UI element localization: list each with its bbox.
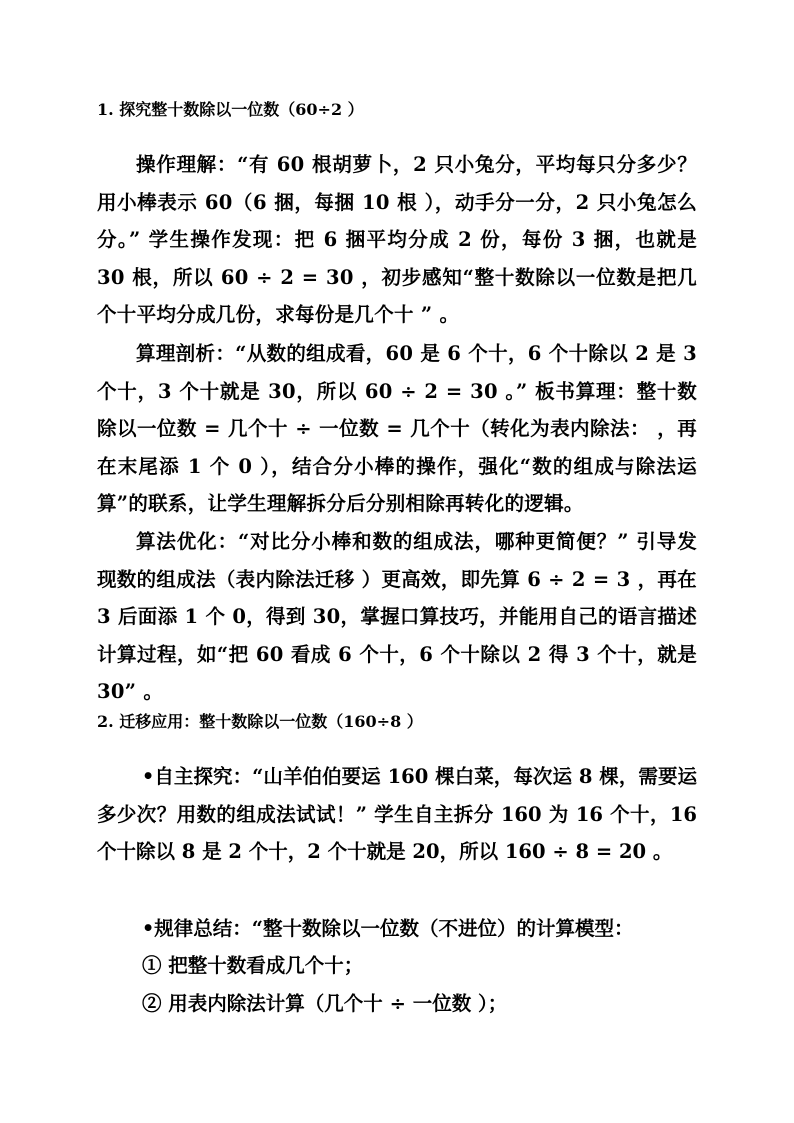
paragraph-rule-summary: •规律总结：“整十数除以一位数（不进位）的计算模型： — [141, 917, 634, 940]
section2-heading: 2. 迁移应用：整十数除以一位数（160÷8 ） — [97, 712, 423, 731]
paragraph-operation-understanding: 操作理解：“有 60 根胡萝卜，2 只小兔分，平均每只分多少？用小棒表示 60（6 捆，每捆 10 根 ），动手分一分，2 只小兔怎么分。” 学生操作发现：把 6 捆平均分成 2 份，每份 3 捆，也就是 30 根，所以 60 ÷ 2 = 30 ，初步感知“整十数除以一位数是把几个十平均分成几份，求每份是几个十 ” 。 — [97, 153, 697, 326]
rule-step-1: ① 把整十数看成几个十； — [142, 954, 364, 977]
section1-heading: 1. 探究整十数除以一位数（60÷2 ） — [97, 100, 364, 119]
paragraph-algorithm-optimization: 算法优化：“对比分小棒和数的组成法，哪种更简便？” 引导发现数的组成法（表内除法迁移 ）更高效，即先算 6 ÷ 2 = 3 ，再在 3 后面添 1 个 0，得到 30，掌握口算技巧，并能用自己的语言描述计算过程，如“把 60 看成 6 个十，6 个十除以 2 得 3 个十，就是 30” 。 — [97, 530, 697, 703]
paragraph-arithmetic-analysis: 算理剖析：“从数的组成看，60 是 6 个十，6 个十除以 2 是 3 个十，3 个十就是 30，所以 60 ÷ 2 = 30 。” 板书算理：整十数除以一位数 = 几个十 ÷ 一位数 = 几个十（转化为表内除法： ，再在末尾添 1 个 0 ），结合分小棒的操作，强化“数的组成与除法运算”的联系，让学生理解拆分后分别相除再转化的逻辑。 — [97, 342, 697, 515]
paragraph-independent-exploration: •自主探究：“山羊伯伯要运 160 棵白菜，每次运 8 棵，需要运多少次？用数的组成法试试！” 学生自主拆分 160 为 16 个十，16 个十除以 8 是 2 个十，2 个十就是 20，所以 160 ÷ 8 = 20 。 — [97, 765, 697, 863]
rule-step-2: ② 用表内除法计算（几个十 ÷ 一位数 ）； — [142, 992, 508, 1015]
